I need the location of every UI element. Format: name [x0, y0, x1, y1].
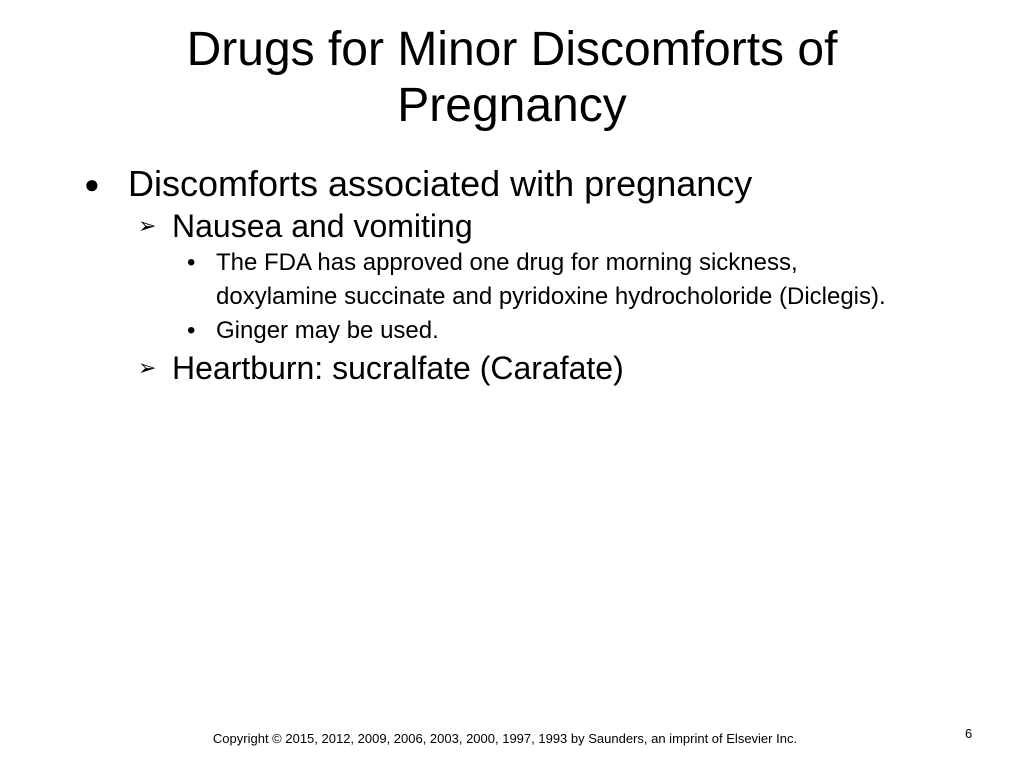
page-number: 6	[965, 726, 973, 741]
bullet-text: Ginger may be used.	[216, 317, 439, 344]
bullet-text: Discomforts associated with pregnancy	[128, 163, 753, 204]
bullet-text: Heartburn: sucralfate (Carafate)	[172, 350, 624, 386]
slide-title: Drugs for Minor Discomforts of Pregnancy	[186, 23, 838, 132]
arrowhead-bullet-icon: ➢	[138, 355, 157, 380]
bullet-level-1	[0, 162, 1024, 206]
bullet-level-2	[0, 206, 1024, 246]
small-dot-bullet-icon: •	[187, 249, 196, 276]
bullet-level-3	[0, 314, 1024, 348]
bullet-level-3	[0, 246, 1024, 314]
bullet-list	[0, 162, 1024, 388]
filled-circle-bullet-icon: ●	[84, 169, 100, 199]
bullet-level-2	[0, 348, 1024, 388]
small-dot-bullet-icon: •	[187, 317, 196, 344]
copyright-footer: Copyright © 2015, 2012, 2009, 2006, 2003, 2000, 1997, 1993 by Saunders, an imprint of Elsevier Inc.	[212, 731, 798, 746]
bullet-text: The FDA has approved one drug for morning sickness, doxylamine succinate and pyridoxine hydrocholoride (Diclegis).	[216, 249, 886, 310]
bullet-text: Nausea and vomiting	[172, 208, 473, 244]
arrowhead-bullet-icon: ➢	[138, 213, 157, 238]
